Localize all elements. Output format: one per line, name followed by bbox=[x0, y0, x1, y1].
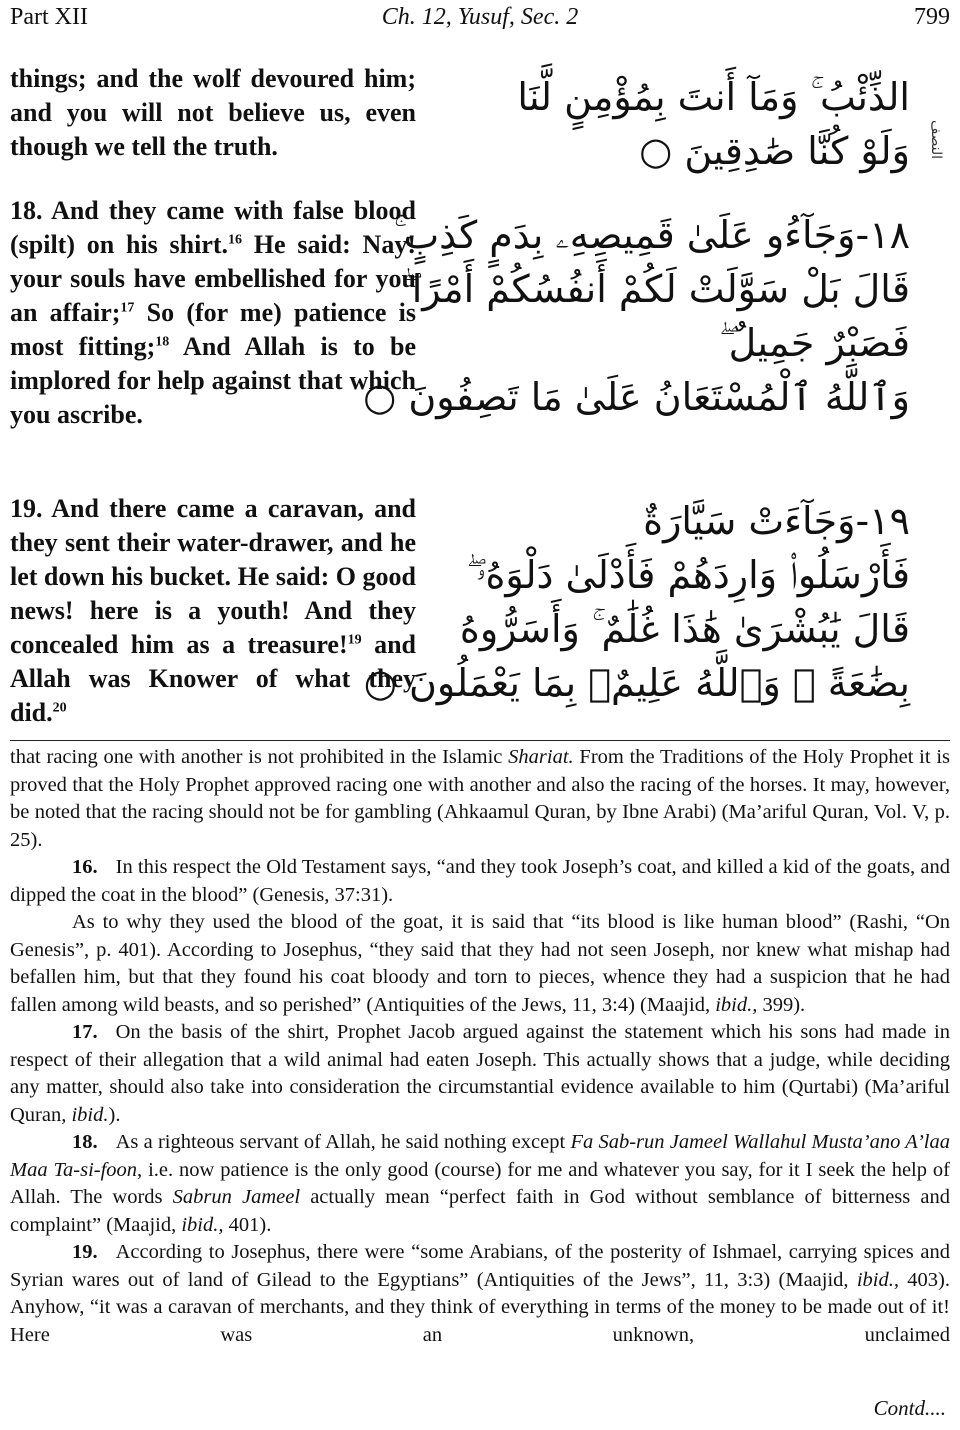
note-italic: Sabrun Jameel bbox=[172, 1186, 301, 1208]
note-text: ). bbox=[108, 1103, 121, 1126]
note-text: 401). bbox=[223, 1213, 272, 1236]
verse-text: and Allah was Knower of what they did. bbox=[10, 630, 416, 727]
footnote-divider bbox=[10, 740, 950, 741]
note-16 bbox=[10, 854, 950, 909]
note-number: 17. bbox=[72, 1021, 98, 1043]
footnote-ref-18[interactable]: 18 bbox=[155, 334, 170, 350]
note-italic: ibid. bbox=[71, 1103, 109, 1126]
arabic-line: قَالَ بَلْ سَوَّلَتْ لَكُمْ أَنفُسُكُمْ أَمْرًا ۖ bbox=[402, 267, 910, 311]
note-italic: Shariat. bbox=[508, 746, 574, 768]
note-number: 19. bbox=[72, 1241, 98, 1263]
note-text: 403). Anyhow, “it was a caravan of merchants, and they think of everything in terms of the money to be made out of it! Here was an unknown, unclaimed bbox=[10, 1268, 951, 1346]
arabic-line: الذِّئْبُ ۚ وَمَآ أَنتَ بِمُؤْمِنٍ لَّنَا bbox=[517, 75, 910, 119]
arabic-line: وَٱللَّهُ ٱلْمُسْتَعَانُ عَلَىٰ مَا تَصِفُونَ ○ bbox=[363, 375, 910, 419]
arabic-line: وَلَوْ كُنَّا صَٰدِقِينَ ○ bbox=[639, 129, 910, 173]
verse-text: And Allah is to be implored for help against that which you ascribe. bbox=[10, 332, 416, 429]
verse-19-translation bbox=[10, 492, 416, 730]
note-text: As a righteous servant of Allah, he said nothing except bbox=[115, 1131, 571, 1153]
footnote-ref-19[interactable]: 19 bbox=[347, 632, 362, 648]
note-text: i.e. now patience is the only good (course) for me and whatever you say, for it I seek the help of Allah. The words bbox=[10, 1158, 950, 1208]
note-italic: Fa Sab-run Jameel Wallahul Musta’ano A’laa Maa Ta-si-foon, bbox=[10, 1131, 950, 1181]
verse-17-arabic bbox=[436, 70, 910, 178]
arabic-line: قَالَ يَٰبُشْرَىٰ هَٰذَا غُلَٰمٌ ۚ وَأَسَرُّوهُ bbox=[459, 607, 910, 651]
note-italic: ibid., bbox=[715, 993, 758, 1016]
note-text: On the basis of the shirt, Prophet Jacob argued against the statement which his sons had made in respect of their allegation that a wild animal had eaten Joseph. This actually shows that a judge, while deciding any matter, should also take into consideration the circumstantial evidence available to him (Qurtabi) (Ma’ariful Quran, bbox=[10, 1021, 950, 1126]
note-text: According to Josephus, there were “some Arabians, of the posterity of Ishmael, carrying spices and Syrian wares out of land of Gilead to the Egyptians” (Antiquities of the Jews”, 11, 3:3) (Maajid, bbox=[10, 1241, 950, 1291]
arabic-line: فَصَبْرٌ جَمِيلٌ ۖ bbox=[719, 321, 910, 365]
verse-19-arabic bbox=[363, 494, 910, 710]
verse-18-arabic bbox=[363, 208, 910, 424]
rukuh-marker: النصف bbox=[928, 120, 944, 160]
note-number: 16. bbox=[72, 856, 98, 878]
verse-18-translation bbox=[10, 194, 416, 432]
note-text: that racing one with another is not prohibited in the Islamic bbox=[10, 746, 509, 768]
note-19 bbox=[10, 1239, 950, 1349]
note-text: From the Traditions of the Holy Prophet it is proved that the Holy Prophet approved racing one with another and also the racing of the horses. It may, however, be noted that the racing should not be for gambling (Ahkaamul Quran, by Ibne Arabi) (Ma’ariful Quran, Vol. V, p. 25). bbox=[10, 746, 950, 851]
verse-text: 18. And they came with false blood (spilt) on his shirt. bbox=[10, 196, 416, 259]
verse-text: 19. And there came a caravan, and they sent their water-drawer, and he let down his bucket. He said: O good news! here is a youth! And they concealed him as a treasure! bbox=[10, 494, 416, 659]
chapter-title: Ch. 12, Yusuf, Sec. 2 bbox=[381, 4, 579, 30]
verse-text: He said: Nay! your souls have embellished for you an affair; bbox=[10, 230, 416, 327]
note-16-continued bbox=[10, 909, 950, 1019]
footnote-ref-17[interactable]: 17 bbox=[120, 300, 135, 316]
note-text: actually mean “perfect faith in God without semblance of bitterness and complaint” (Maajid, bbox=[10, 1186, 950, 1236]
arabic-line: فَأَرْسَلُوا۟ وَارِدَهُمْ فَأَدْلَىٰ دَلْوَهُۥ ۖ bbox=[466, 553, 910, 597]
note-17 bbox=[10, 1019, 950, 1129]
note-italic: ibid., bbox=[856, 1268, 899, 1291]
arabic-line: ١٨-وَجَآءُو عَلَىٰ قَمِيصِهِۦ بِدَمٍ كَذِبٍ ۚ bbox=[393, 213, 910, 257]
part-label: Part XII bbox=[10, 4, 88, 30]
page-number: 799 bbox=[914, 4, 950, 30]
footnote-ref-20[interactable]: 20 bbox=[52, 700, 67, 716]
note-text: As to why they used the blood of the goat, it is said that “its blood is like human blood” (Rashi, “On Genesis”, p. 401). According to Josephus, “they said that they had not seen Joseph, nor knew what mishap had befallen him, but that they found his coat bloody and torn to pieces, whence they had a suspicion that he had fallen among wild beasts, and so perished” (Antiquities of the Jews, 11, 3:4) (Maajid, bbox=[10, 911, 950, 1016]
arabic-line: بِضَٰعَةً ۚ وَٱللَّهُ عَلِيمٌۢ بِمَا يَعْمَلُونَ ○ bbox=[363, 661, 910, 705]
note-continuation bbox=[10, 744, 950, 854]
note-number: 18. bbox=[72, 1131, 98, 1153]
running-header bbox=[10, 4, 950, 38]
verse-text: things; and the wolf devoured him; and you will not believe us, even though we tell the truth. bbox=[10, 64, 416, 161]
verse-text: So (for me) patience is most fitting; bbox=[10, 298, 416, 361]
arabic-line: ١٩-وَجَآءَتْ سَيَّارَةٌ bbox=[643, 499, 910, 543]
note-text: 399). bbox=[757, 993, 806, 1016]
continued-marker: Contd.... bbox=[873, 1396, 946, 1420]
note-text: In this respect the Old Testament says, “and they took Joseph’s coat, and killed a kid of the goats, and dipped the coat in the blood” (Genesis, 37:31). bbox=[10, 856, 950, 906]
note-italic: ibid., bbox=[181, 1213, 224, 1236]
note-18 bbox=[10, 1129, 950, 1239]
verse-17-translation bbox=[10, 62, 416, 164]
footnotes bbox=[10, 744, 950, 1349]
footnote-ref-16[interactable]: 16 bbox=[228, 232, 243, 248]
